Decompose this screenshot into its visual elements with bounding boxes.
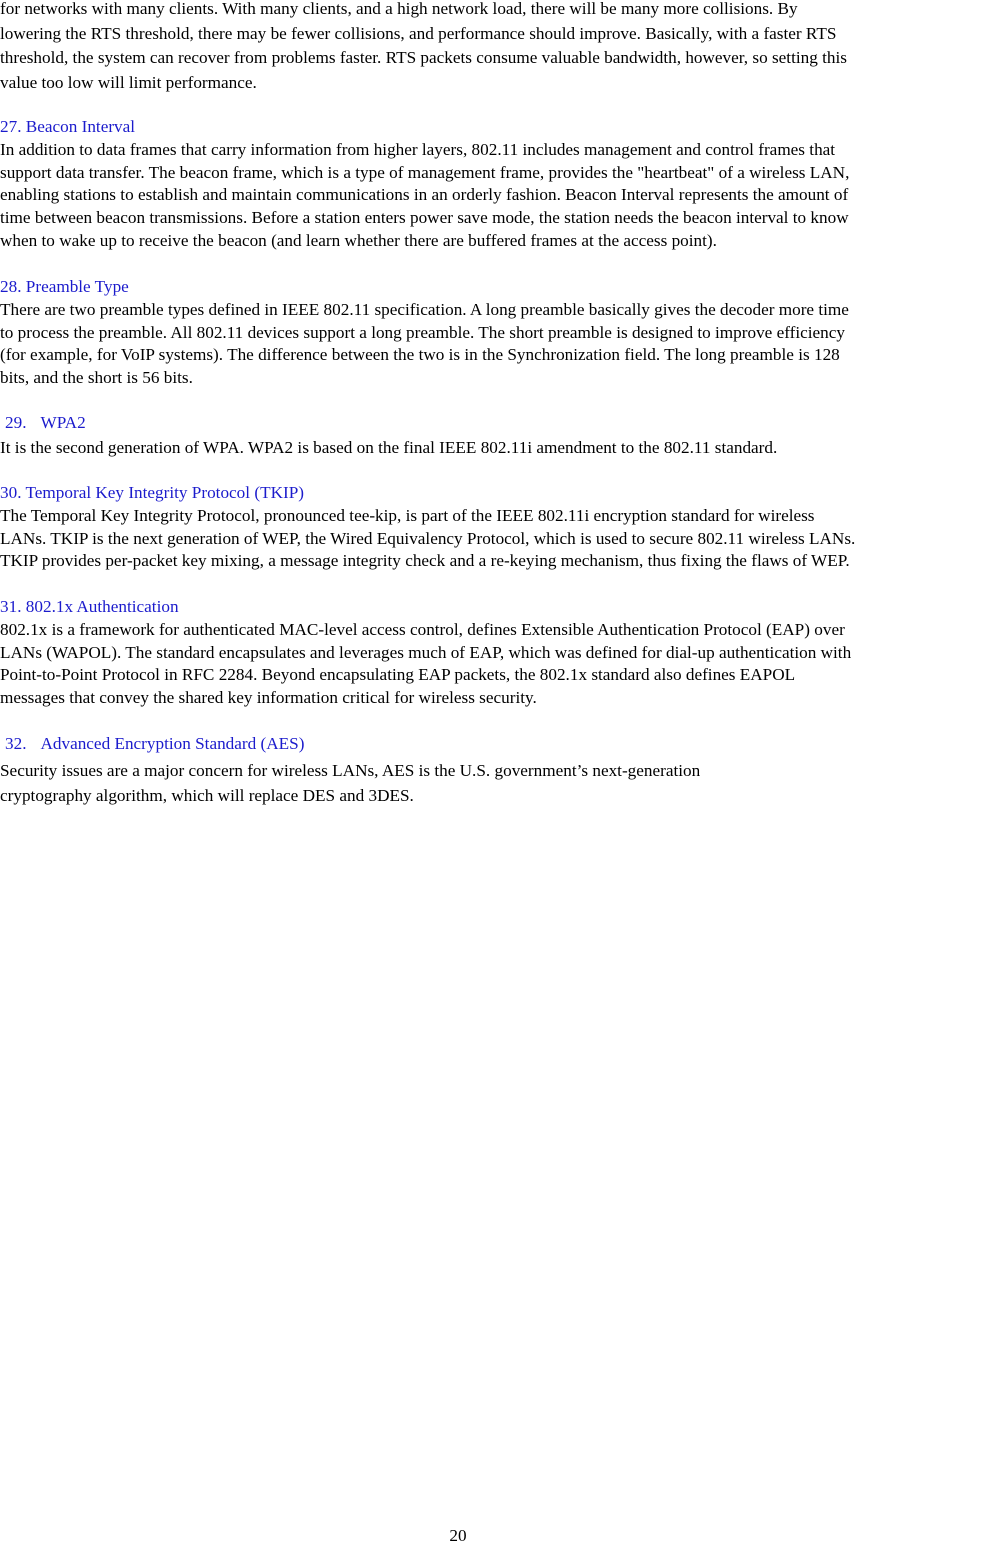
section-heading	[0, 596, 990, 619]
section-body: It is the second generation of WPA. WPA2 is based on the final IEEE 802.11i amendment to the 802.11 standard.	[0, 437, 778, 457]
section-28	[0, 276, 990, 390]
section-29	[0, 412, 990, 460]
section-27	[0, 116, 990, 253]
section-title: Beacon Interval	[25, 117, 136, 136]
section-title: WPA2	[40, 413, 86, 432]
section-heading	[0, 733, 990, 756]
section-heading	[0, 276, 990, 299]
section-title: Preamble Type	[25, 277, 129, 296]
section-number: 29.	[5, 413, 27, 432]
section-title: Temporal Key Integrity Protocol (TKIP)	[25, 483, 304, 502]
section-30	[0, 482, 990, 573]
section-body: 802.1x is a framework for authenticated MAC-level access control, defines Extensible Authentication Protocol (EAP) over LANs (WAPOL). The standard encapsulates and leverages much of EAP, which was defined for dial-up authentication with Point-to-Point Protocol in RFC 2284. Beyond encapsulating EAP packets, the 802.1x standard also defines EAPOL messages that convey the shared key information critical for wireless security.	[0, 619, 852, 708]
section-title: Advanced Encryption Standard (AES)	[40, 734, 305, 753]
section-number: 30.	[0, 483, 22, 502]
section-heading	[0, 412, 990, 435]
section-heading	[0, 482, 990, 505]
section-body: In addition to data frames that carry information from higher layers, 802.11 includes management and control frames that support data transfer. The beacon frame, which is a type of management frame, provides the "heartbeat" of a wireless LAN, enabling stations to establish and maintain communications in an orderly fashion. Beacon Interval represents the amount of time between beacon transmissions. Before a station enters power save mode, the station needs the beacon interval to know when to wake up to receive the beacon (and learn whether there are buffered frames at the access point).	[0, 139, 850, 250]
intro-paragraph: for networks with many clients. With many clients, and a high network load, there will be many more collisions. By lowering the RTS threshold, there may be fewer collisions, and performance should improve. Basically, with a faster RTS threshold, the system can recover from problems faster. RTS packets consume valuable bandwidth, however, so setting this value too low will limit performance.	[0, 0, 847, 92]
section-32	[0, 733, 990, 808]
section-body: The Temporal Key Integrity Protocol, pronounced tee-kip, is part of the IEEE 802.11i encryption standard for wireless LANs. TKIP is the next generation of WEP, the Wired Equivalency Protocol, which is used to secure 802.11 wireless LANs. TKIP provides per-packet key mixing, a message integrity check and a re-keying mechanism, thus fixing the flaws of WEP.	[0, 505, 856, 571]
section-number: 32.	[5, 734, 27, 753]
page-number: 20	[449, 1526, 467, 1545]
section-31	[0, 596, 990, 710]
section-number: 31.	[0, 597, 22, 616]
section-title: 802.1x Authentication	[25, 597, 179, 616]
section-number: 28.	[0, 277, 22, 296]
section-heading	[0, 116, 990, 139]
section-number: 27.	[0, 117, 22, 136]
section-body: There are two preamble types defined in IEEE 802.11 specification. A long preamble basically gives the decoder more time to process the preamble. All 802.11 devices support a long preamble. The short preamble is designed to improve efficiency (for example, for VoIP systems). The difference between the two is in the Synchronization field. The long preamble is 128 bits, and the short is 56 bits.	[0, 299, 849, 388]
section-body: Security issues are a major concern for wireless LANs, AES is the U.S. government’s next-generation cryptography algorithm, which will replace DES and 3DES.	[0, 760, 701, 805]
